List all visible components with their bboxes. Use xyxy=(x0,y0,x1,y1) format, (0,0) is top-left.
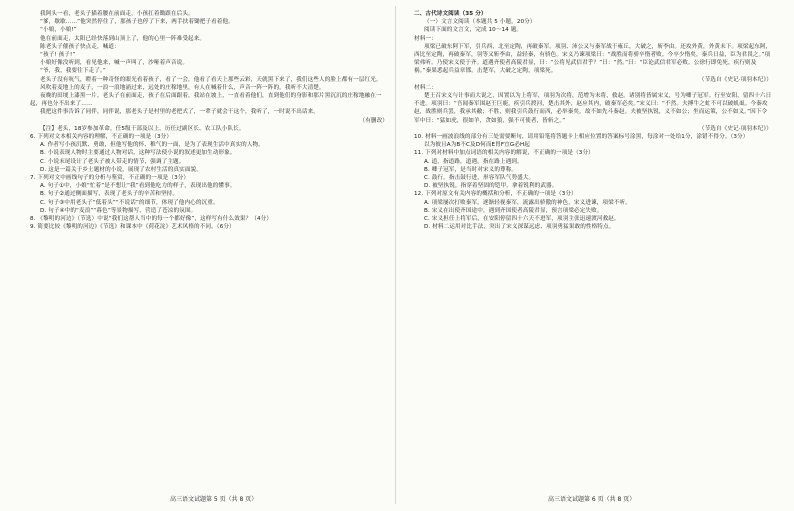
q12-option: B. 宋义在出使齐国途中，遇到齐国使者高陵君显，预言项梁必定失败。 xyxy=(424,207,603,214)
question-8: 8. 《黎明的河边》（节选）中说“我们这帮人当中的每一个都好像”，这样写有什么效果？（4分） xyxy=(30,216,273,223)
q12-option: A. 项梁屡次打败秦军，逐渐轻视秦军，流露出骄傲的神色，宋义进谏，项梁不听。 xyxy=(424,199,631,206)
left-para: 我阿头一看，老头子猫着腰在前面走，小孩扛着锄跟在后头。 xyxy=(40,11,194,17)
material-2-text: 楚王召宋义与计事而大说之，因置以为上将军，项羽为次将，范增为末将，救赵。诸别将皆属宋义，号为卿子冠军。行至安阳，留四十六日不进。项羽曰：“吾闻秦军围赵王巨鹿，疾引兵渡河，楚击其外，赵应其内，破秦军必矣。”宋义曰：“不然。夫搏牛之虻不可以破虮虱。今秦攻赵，战胜则兵罢，我承其敝；不胜，则我引兵鼓行而西，必举秦矣。故不如先斗秦赵。夫被坚执锐，义不如公；坐而运策，公不如义。”因下令军中曰：“猛如虎，很如羊，贪如狼，强不可使者，皆斩之。” xyxy=(414,93,772,124)
q6-option: B. 小说表现人物时主要通过人物对话，这种写法使小说的叙述更加生动形象。 xyxy=(40,150,236,157)
question-10: 10. 材料一画波浪线的部分有三处需要断句，请用铅笔将答题卡上相应位置的答案标号涂黑，每涂对一处给1分，涂错不得分。（3分） xyxy=(414,134,749,141)
left-para: “爹，歇歇……”他突然停住了，那孩子也停了下来，两手扶着锄把子看着他。 xyxy=(40,19,234,26)
question-7: 7. 下列对文中画线句子的分析与鉴赏，不正确的一项是（3分） xyxy=(30,175,190,182)
q11-option: D. 被坚执锐，指穿着坚固的铠甲，拿着锐利的武器。 xyxy=(424,183,558,190)
left-para: “爷，我，我要往下走了。” xyxy=(40,68,106,75)
q11-option: A. 道，指道路，道遇，指在路上遇到。 xyxy=(424,158,523,165)
question-12: 12. 下列对原文有关内容的概括和分析，不正确的一项是（3分） xyxy=(414,191,577,198)
question-6: 6. 下列对文本相关内容的理解，不正确的一项是（3分） xyxy=(30,134,173,141)
q11-option: B. 卿子冠军，是当时对宋义的尊称。 xyxy=(424,166,518,173)
source-note: （有删改） xyxy=(359,117,388,124)
q11-option: C. 鼓行，指击鼓行进，形容军队气势盛大。 xyxy=(424,175,535,182)
material-1-text: 项梁已破东阿下军，引兵西，北至定陶，再破秦军。项羽、沛公又与秦军战于雍丘，大破之，斩李由。还攻外黄，外黄未下。项梁起东阿，西比至定陶，再破秦军，羽等又斩李由，益轻秦，有骄色。宋义乃谏项梁曰：“战胜而将骄卒惰者败。今卒少惰矣，秦兵日益，臣为君畏之。”项梁弗听。乃使宋义使于齐。道遇齐使者高陵君显，曰：“公将见武信君乎？”曰：“然。”曰：“臣论武信君军必败。公徐行即免死，疾行则及祸。”秦果悉起兵益章邯，击楚军，大破之定陶，项梁死。 xyxy=(414,43,772,75)
q7-option: A. 句子①中，小娘“忙着”是不想让“我”看到他吃力的样子，表现出他的懂事。 xyxy=(40,183,236,190)
q7-option: D. 句子④中的“麦浪”“暮色”等景物描写，营造了苍凉的氛围。 xyxy=(40,207,197,214)
material-1-label: 材料一： xyxy=(414,35,437,42)
left-para: “小娘，小娘!” xyxy=(40,27,77,34)
left-para: 陈老头子催孩子快点走，喊道： xyxy=(40,43,120,50)
section-heading: 二、古代诗文阅读（35 分） xyxy=(414,11,487,17)
left-para: 风吹着麦地上的麦子，一浪一浪地涌过来，远处的庄稼地里，有人在喊着什么，声音一阵一阵的，我听不大清楚。 xyxy=(40,84,325,91)
left-para: 夜晚的田埂上漆黑一片，老头子在前面走，孩子在后面跟着，我站在坡上，一直看着他们，直到他们的身影和那片黑沉沉的庄稼地融在一起，再也分不出来了…… xyxy=(30,93,382,108)
sub-heading: （一）文言文阅读（本题共 5 小题，20分） xyxy=(424,19,536,26)
material-2-label: 材料二： xyxy=(414,84,437,91)
right-page-footer: 高三语文试题第 6 页（共 8 页） xyxy=(548,496,636,503)
page-divider xyxy=(395,6,396,504)
q6-option: A. 作者写小孩沉默、勇敢，但他写他的怀、稚气的一面，是为了表现生活中真实的人物。 xyxy=(40,142,264,149)
left-para: 他在前面走，太阳已经快落到山顶上了，他的心里一阵难受起来。 xyxy=(40,35,206,42)
q12-option: D. 材料二运用对比手法，突出了宋义深谋远虑、项羽勇猛果敢的性格特点。 xyxy=(424,224,615,231)
question-11: 11. 下列对材料中加点词语的相关内容的解说，不正确的一项是（3分） xyxy=(414,150,594,157)
left-para: 我把这件事告诉了同伴，同伴说，那老头子是村里的老把式了，一辈子就会干这个，我听了，一时说不出话来。 xyxy=(40,109,319,116)
footnote: 【注】老头，18岁参加革命，任5级干部及以上，历任过副区长、农工队小队长。 xyxy=(40,125,245,132)
q7-option: B. 句子②通过侧面描写，表现了老头子的辛苦和坚持。 xyxy=(40,191,179,198)
material-1-source: （节选自《史记·项羽本纪》） xyxy=(698,76,772,83)
q12-option: C. 宋义担任上将军后，在安阳停留四十六天不进军，项羽主张迅速渡河救赵。 xyxy=(424,216,620,223)
left-page xyxy=(30,10,388,231)
left-page-footer: 高三语文试题第 5 页（共 8 页） xyxy=(170,496,258,503)
q10-line: 以为彼且A为B不C及D何而E胃F宜G必H起 xyxy=(424,142,530,149)
question-9: 9. 简要比较《黎明的河边》《节选》和课本中《荷花淀》艺术风格的不同。（6分） xyxy=(30,224,235,231)
q7-option: C. 句子③中用老头子“低着头”“不说话”的细节，体现了他内心的沉重。 xyxy=(40,199,219,206)
right-page xyxy=(414,10,772,231)
left-para: 老头子没有吭气，瞪着一种奇怪的眼光看着孩子，看了一会，他看了看天上那些云彩，天就黑下来了，我们这些人的脸上都有一层红光。 xyxy=(40,76,382,83)
instruction: 阅读下面的文言文，完成 10～14 题。 xyxy=(424,27,523,34)
material-2-source: （节选自《史记·项羽本纪》） xyxy=(698,125,772,132)
q6-option: D. 这是一篇关于乡土题材的小说，展现了农村生活的真实面貌。 xyxy=(40,166,202,173)
q6-option: C. 小说末尾设计了老头子被人带走的情节，强调了主题。 xyxy=(40,158,185,165)
left-para: “孩子! 孩子!” xyxy=(40,52,76,59)
left-para: 小娘好像没听到，看见他来，喊一声叫了，沙哑着声音说。 xyxy=(40,60,189,67)
